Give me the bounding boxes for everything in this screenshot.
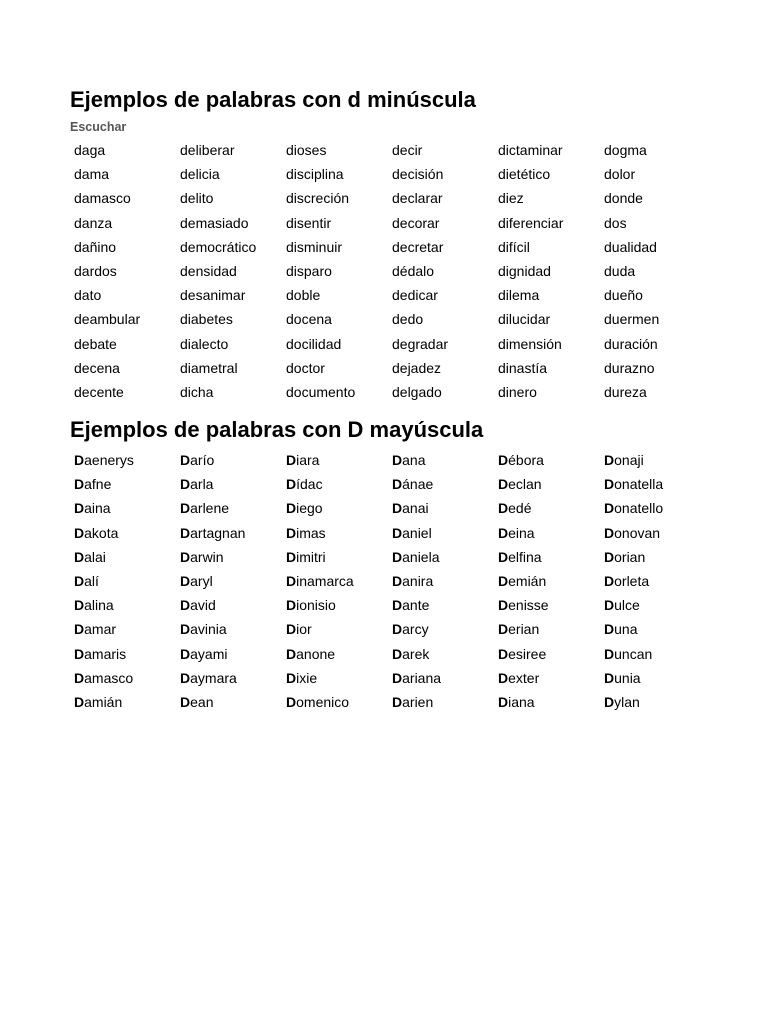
word-item: dogma (604, 142, 647, 158)
word-item: densidad (180, 262, 237, 279)
word-initial: D (498, 669, 509, 686)
word-rest: esiree (508, 645, 547, 662)
word-item: documento (286, 383, 356, 400)
word-item (180, 450, 286, 474)
word-item (392, 595, 498, 619)
word-item (392, 668, 498, 692)
word-item: doble (286, 287, 321, 304)
word-item: dédalo (392, 262, 435, 279)
word-item (286, 547, 392, 571)
word-item (74, 547, 180, 571)
word-item: duermen (604, 311, 660, 328)
word-item (74, 595, 180, 619)
word-rest: arlene (190, 500, 230, 517)
word-initial: D (392, 500, 403, 517)
word-item: donde (604, 190, 643, 207)
word-initial: D (604, 621, 615, 638)
word-item (392, 547, 498, 571)
word-item: desanimar (180, 287, 246, 304)
word-item: dietético (498, 166, 551, 183)
uppercase-word-grid (74, 450, 714, 716)
word-item: dinastía (498, 359, 548, 376)
word-item (74, 498, 180, 522)
word-initial: D (392, 524, 403, 541)
word-rest: omenico (296, 693, 350, 710)
word-item: dictaminar (498, 142, 563, 158)
word-item (604, 523, 710, 547)
word-item: dureza (604, 383, 647, 400)
word-initial: D (180, 476, 191, 493)
word-item: dilema (498, 287, 540, 304)
word-item: dañino (74, 238, 117, 255)
word-item (604, 474, 710, 498)
word-item (604, 498, 710, 522)
word-item (392, 498, 498, 522)
word-item (286, 498, 392, 522)
word-item (286, 571, 392, 595)
word-item: declarar (392, 190, 443, 207)
word-rest: imas (296, 524, 326, 541)
word-item: dueño (604, 287, 643, 304)
word-item (180, 547, 286, 571)
word-initial: D (74, 572, 85, 589)
word-rest: eina (508, 524, 535, 541)
word-rest: ídac (296, 476, 323, 493)
word-initial: D (180, 621, 191, 638)
word-initial: D (74, 500, 85, 517)
word-item: docilidad (286, 335, 342, 352)
word-rest: ylan (614, 693, 640, 710)
word-initial: D (498, 693, 509, 710)
word-rest: avid (190, 597, 216, 614)
word-item (604, 547, 710, 571)
word-initial: D (498, 597, 509, 614)
word-initial: D (74, 476, 85, 493)
word-item: decente (74, 383, 124, 400)
word-initial: D (286, 597, 297, 614)
word-item (286, 595, 392, 619)
word-item: diez (498, 190, 524, 207)
word-initial: D (180, 669, 191, 686)
word-item: dialecto (180, 335, 229, 352)
word-item (180, 571, 286, 595)
word-rest: ior (296, 621, 312, 638)
word-item (604, 450, 710, 474)
word-item (74, 668, 180, 692)
word-item (286, 474, 392, 498)
word-initial: D (74, 548, 85, 565)
word-rest: ixie (296, 669, 318, 686)
word-rest: aenerys (84, 452, 134, 468)
word-item (604, 692, 710, 716)
word-item: dos (604, 214, 627, 231)
word-initial: D (392, 669, 403, 686)
word-initial: D (498, 621, 509, 638)
word-item: disentir (286, 214, 332, 231)
word-rest: amaris (84, 645, 127, 662)
word-item (392, 571, 498, 595)
word-item (498, 692, 604, 716)
word-item: decretar (392, 238, 444, 255)
word-item (392, 523, 498, 547)
word-initial: D (498, 524, 509, 541)
word-rest: iara (296, 452, 320, 468)
word-item (286, 619, 392, 643)
word-initial: D (180, 524, 191, 541)
word-rest: ébora (508, 452, 544, 468)
word-item: docena (286, 311, 332, 328)
word-item: daga (74, 142, 106, 158)
word-initial: D (392, 452, 403, 468)
word-initial: D (604, 452, 615, 468)
word-initial: D (286, 476, 297, 493)
word-rest: uncan (614, 645, 653, 662)
word-initial: D (604, 693, 615, 710)
word-item (286, 450, 392, 474)
listen-link[interactable]: Escuchar (70, 120, 127, 134)
word-rest: ariana (402, 669, 442, 686)
word-item (180, 668, 286, 692)
word-item: discreción (286, 190, 350, 207)
word-item (498, 474, 604, 498)
word-initial: D (180, 597, 191, 614)
word-rest: akota (84, 524, 119, 541)
word-initial: D (392, 572, 403, 589)
word-item: damasco (74, 190, 131, 207)
word-initial: D (74, 621, 85, 638)
word-item: dinero (498, 383, 537, 400)
word-item (392, 474, 498, 498)
word-initial: D (498, 572, 509, 589)
word-rest: alina (84, 597, 114, 614)
word-item (498, 668, 604, 692)
word-initial: D (180, 572, 191, 589)
word-item (392, 692, 498, 716)
word-rest: arcy (402, 621, 429, 638)
word-item: dicha (180, 383, 214, 400)
word-rest: arío (190, 452, 215, 468)
word-item: decisión (392, 166, 444, 183)
word-item: deliberar (180, 142, 235, 158)
word-item (286, 668, 392, 692)
word-initial: D (392, 621, 403, 638)
word-item: decena (74, 359, 120, 376)
word-item (286, 644, 392, 668)
word-initial: D (286, 548, 297, 565)
word-initial: D (286, 452, 297, 468)
word-rest: elfina (508, 548, 542, 565)
word-rest: aina (84, 500, 111, 517)
word-initial: D (286, 524, 297, 541)
word-item (180, 498, 286, 522)
word-rest: aniela (402, 548, 440, 565)
word-initial: D (498, 645, 509, 662)
word-initial: D (604, 524, 615, 541)
word-item (498, 644, 604, 668)
word-item (286, 523, 392, 547)
word-rest: aryl (190, 572, 213, 589)
word-rest: unia (614, 669, 641, 686)
word-initial: D (74, 452, 85, 468)
word-rest: exter (508, 669, 540, 686)
word-item: disparo (286, 262, 332, 279)
word-rest: aniel (402, 524, 432, 541)
word-item (498, 547, 604, 571)
word-rest: edé (508, 500, 532, 517)
word-item: dilucidar (498, 311, 551, 328)
word-initial: D (180, 452, 191, 468)
word-rest: alí (84, 572, 99, 589)
word-item: dardos (74, 262, 117, 279)
word-rest: amián (84, 693, 123, 710)
word-item (498, 498, 604, 522)
word-item (604, 668, 710, 692)
word-rest: avinia (190, 621, 227, 638)
word-initial: D (498, 476, 509, 493)
word-initial: D (74, 524, 85, 541)
word-item: deambular (74, 311, 141, 328)
word-item: demasiado (180, 214, 249, 231)
word-item: diametral (180, 359, 238, 376)
word-initial: D (604, 500, 615, 517)
lowercase-word-grid (74, 140, 714, 406)
word-initial: D (498, 500, 509, 517)
word-rest: artagnan (190, 524, 246, 541)
word-item (180, 692, 286, 716)
word-item: disciplina (286, 166, 344, 183)
word-item: delicia (180, 166, 220, 183)
word-rest: erian (508, 621, 540, 638)
word-initial: D (604, 548, 615, 565)
word-item: dato (74, 287, 102, 304)
word-rest: amar (84, 621, 117, 638)
word-item (392, 619, 498, 643)
word-item (74, 571, 180, 595)
word-initial: D (498, 452, 509, 468)
word-item: decir (392, 142, 423, 158)
word-initial: D (286, 669, 297, 686)
word-item: dignidad (498, 262, 551, 279)
word-initial: D (286, 693, 297, 710)
word-initial: D (286, 500, 297, 517)
word-rest: anone (296, 645, 336, 662)
word-item (74, 523, 180, 547)
word-initial: D (604, 645, 615, 662)
word-initial: D (498, 548, 509, 565)
word-initial: D (604, 476, 615, 493)
word-rest: alai (84, 548, 106, 565)
word-rest: orleta (614, 572, 650, 589)
word-item (604, 571, 710, 595)
word-item: delgado (392, 383, 442, 400)
word-initial: D (180, 645, 191, 662)
word-item (498, 450, 604, 474)
word-item (180, 619, 286, 643)
word-initial: D (74, 693, 85, 710)
word-rest: inamarca (296, 572, 354, 589)
heading-uppercase-examples: Ejemplos de palabras con D mayúscula (70, 417, 484, 442)
word-item (498, 523, 604, 547)
word-initial: D (604, 597, 615, 614)
word-item (74, 692, 180, 716)
word-initial: D (392, 476, 403, 493)
word-initial: D (392, 597, 403, 614)
word-initial: D (604, 669, 615, 686)
word-item (498, 595, 604, 619)
word-item: diabetes (180, 311, 233, 328)
word-item: debate (74, 335, 117, 352)
word-initial: D (74, 597, 85, 614)
word-rest: onatello (614, 500, 664, 517)
word-rest: anai (402, 500, 429, 517)
word-rest: aymara (190, 669, 237, 686)
word-rest: ana (402, 452, 426, 468)
word-rest: eclan (508, 476, 542, 493)
word-initial: D (180, 548, 191, 565)
word-initial: D (392, 645, 403, 662)
word-item (604, 619, 710, 643)
word-item (392, 450, 498, 474)
word-rest: arla (190, 476, 214, 493)
word-item: disminuir (286, 238, 343, 255)
word-item (74, 474, 180, 498)
word-item (286, 692, 392, 716)
word-item: dioses (286, 142, 327, 158)
word-item (604, 644, 710, 668)
word-rest: orian (614, 548, 646, 565)
word-rest: onaji (614, 452, 644, 468)
word-rest: enisse (508, 597, 549, 614)
word-item: dolor (604, 166, 636, 183)
word-initial: D (604, 572, 615, 589)
word-item: duración (604, 335, 658, 352)
word-item (392, 644, 498, 668)
word-item: doctor (286, 359, 325, 376)
word-item (180, 644, 286, 668)
word-rest: arien (402, 693, 434, 710)
word-initial: D (286, 645, 297, 662)
heading-lowercase-examples: Ejemplos de palabras con d minúscula (70, 87, 476, 112)
word-item (498, 571, 604, 595)
word-initial: D (286, 572, 297, 589)
word-item: duda (604, 262, 636, 279)
word-initial: D (180, 500, 191, 517)
word-item: diferenciar (498, 214, 564, 231)
word-item: degradar (392, 335, 449, 352)
word-item (604, 595, 710, 619)
word-item: dama (74, 166, 110, 183)
word-item (74, 644, 180, 668)
word-initial: D (74, 669, 85, 686)
word-item: democrático (180, 238, 257, 255)
word-item: dedo (392, 311, 424, 328)
word-rest: emián (508, 572, 547, 589)
word-rest: iego (296, 500, 323, 517)
word-rest: una (614, 621, 638, 638)
word-item (180, 523, 286, 547)
word-rest: ánae (402, 476, 434, 493)
word-initial: D (392, 548, 403, 565)
word-rest: anira (402, 572, 434, 589)
word-item (498, 619, 604, 643)
word-item: dualidad (604, 238, 657, 255)
word-item: durazno (604, 359, 655, 376)
word-item (180, 474, 286, 498)
word-item: danza (74, 214, 113, 231)
word-item: delito (180, 190, 214, 207)
word-initial: D (180, 693, 191, 710)
word-rest: onatella (614, 476, 664, 493)
word-item (74, 450, 180, 474)
word-initial: D (286, 621, 297, 638)
word-rest: iana (508, 693, 535, 710)
word-rest: amasco (84, 669, 134, 686)
word-rest: arek (402, 645, 430, 662)
word-rest: ionisio (296, 597, 336, 614)
word-item (74, 619, 180, 643)
word-rest: imitri (296, 548, 326, 565)
word-item (180, 595, 286, 619)
word-item: dejadez (392, 359, 442, 376)
word-rest: arwin (190, 548, 224, 565)
word-initial: D (392, 693, 403, 710)
word-item: decorar (392, 214, 440, 231)
word-rest: ante (402, 597, 430, 614)
word-rest: ayami (190, 645, 228, 662)
word-item: dedicar (392, 287, 438, 304)
word-rest: ean (190, 693, 214, 710)
word-item: dimensión (498, 335, 562, 352)
word-rest: onovan (614, 524, 661, 541)
word-rest: afne (84, 476, 112, 493)
word-item: difícil (498, 238, 530, 255)
word-rest: ulce (614, 597, 640, 614)
word-initial: D (74, 645, 85, 662)
